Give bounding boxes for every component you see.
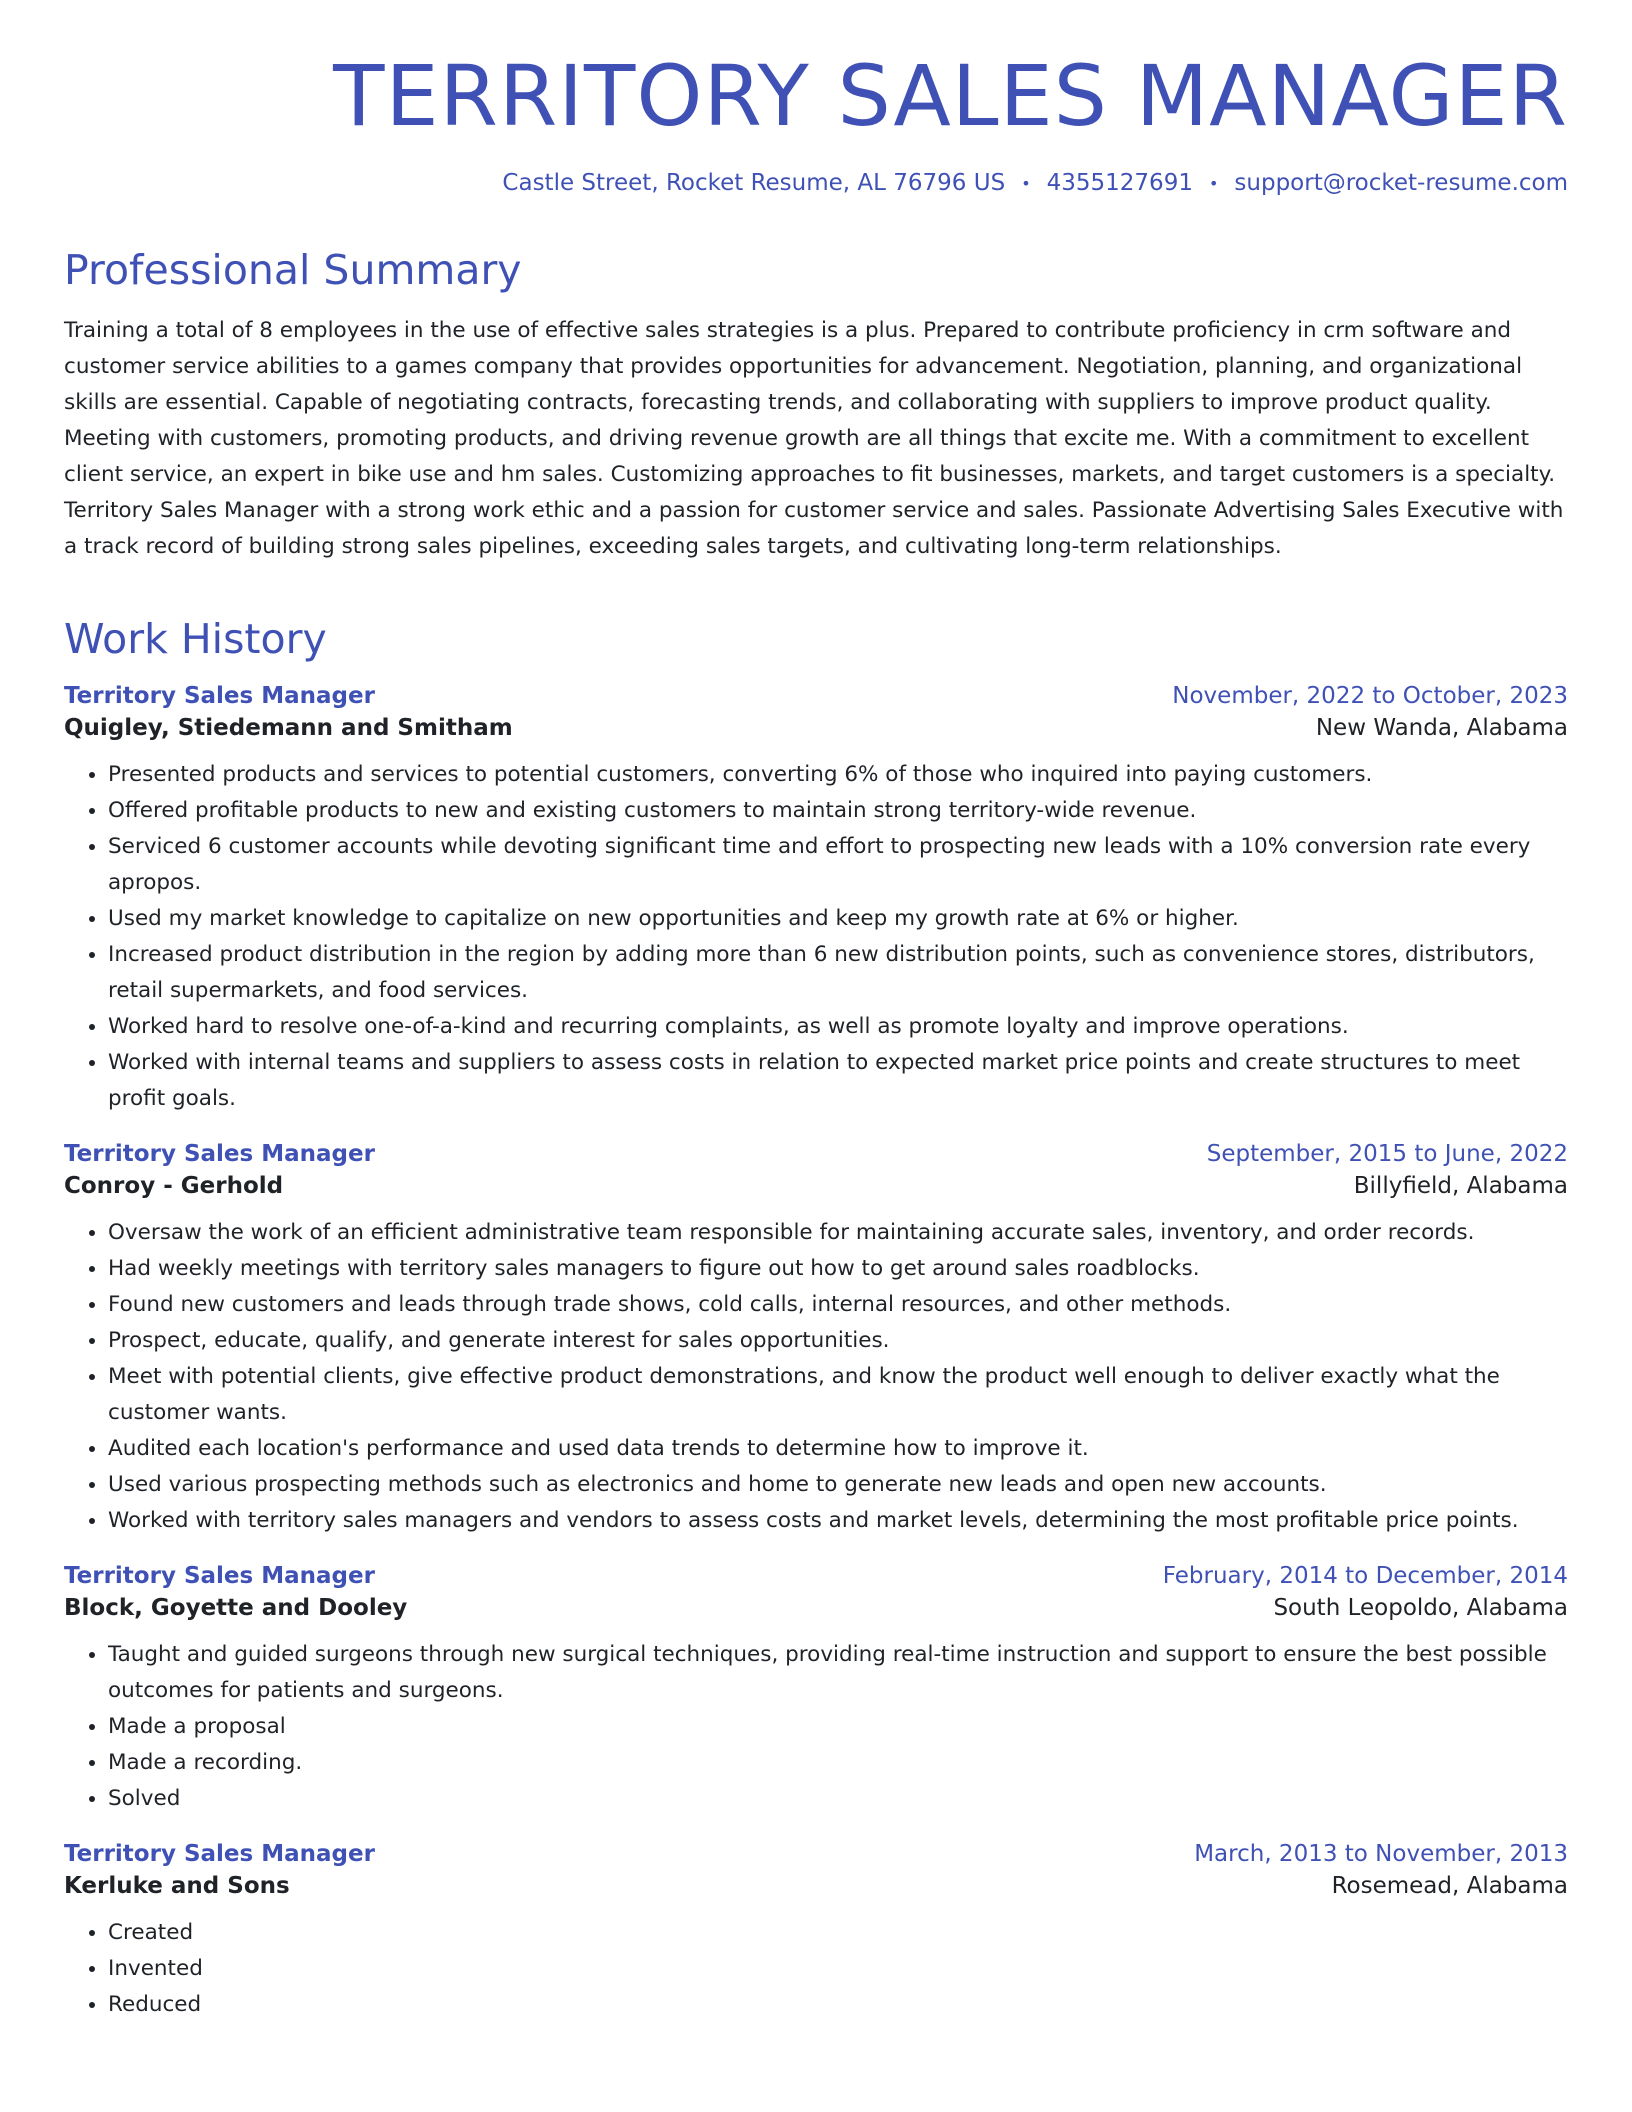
job-location: Rosemead, Alabama <box>1331 1872 1568 1899</box>
job-bullet: • Oversaw the work of an efficient administrative team responsible for maintaining accurate sales, inventory, and order records. <box>108 1215 1568 1251</box>
job-bullet: • Made a proposal <box>108 1709 1568 1745</box>
summary-text: Training a total of 8 employees in the use of effective sales strategies is a plus. Prepared to contribute proficiency in crm software and customer service abilities to a games company that provides opportunities for advancement. Negotiation, planning, and organizational skills are essential. Capable of negotiating contracts, forecasting trends, and collaborating with suppliers to improve product quality. Meeting with customers, promoting products, and driving revenue growth are all things that excite me. With a commitment to excellent client service, an expert in bike use and hm sales. Customizing approaches to fit businesses, markets, and target customers is a specialty. Territory Sales Manager with a strong work ethic and a passion for customer service and sales. Passionate Advertising Sales Executive with a track record of building strong sales pipelines, exceeding sales targets, and cultivating long-term relationships. <box>64 318 1564 560</box>
job-entry <box>64 683 1568 1117</box>
job-company: Conroy - Gerhold <box>64 1172 284 1199</box>
job-dates: February, 2014 to December, 2014 <box>1162 1562 1568 1589</box>
contact-phone: 4355127691 <box>1046 170 1193 197</box>
job-location: South Leopoldo, Alabama <box>1273 1594 1568 1621</box>
job-bullet: • Used various prospecting methods such as electronics and home to generate new leads and open new accounts. <box>108 1467 1568 1503</box>
job-bullet: • Reduced <box>108 1987 1568 2023</box>
work-history-list <box>64 683 1568 2023</box>
job-location: Billyfield, Alabama <box>1353 1172 1568 1199</box>
resume-header <box>64 47 1568 197</box>
contact-email[interactable]: support@rocket-resume.com <box>1234 170 1568 197</box>
job-location: New Wanda, Alabama <box>1315 714 1568 741</box>
job-bullet: • Meet with potential clients, give effective product demonstrations, and know the product well enough to deliver exactly what the customer wants. <box>108 1359 1568 1431</box>
job-bullets <box>64 1215 1568 1539</box>
job-bullet: • Found new customers and leads through trade shows, cold calls, internal resources, and other methods. <box>108 1287 1568 1323</box>
job-title: Territory Sales Manager <box>64 1140 375 1167</box>
contact-line <box>64 170 1568 196</box>
job-title: Territory Sales Manager <box>64 682 375 709</box>
job-bullets <box>64 757 1568 1117</box>
job-entry <box>64 1841 1568 2023</box>
job-bullet: • Audited each location's performance and used data trends to determine how to improve it. <box>108 1431 1568 1467</box>
separator-dot: • <box>1208 173 1219 193</box>
job-bullet: • Solved <box>108 1781 1568 1817</box>
job-bullets <box>64 1915 1568 2023</box>
job-bullet: • Made a recording. <box>108 1745 1568 1781</box>
job-entry <box>64 1141 1568 1539</box>
job-dates: September, 2015 to June, 2022 <box>1206 1140 1568 1167</box>
job-bullet: • Presented products and services to potential customers, converting 6% of those who inquired into paying customers. <box>108 757 1568 793</box>
resume-title: TERRITORY SALES MANAGER <box>333 47 1568 145</box>
separator-dot: • <box>1021 173 1031 193</box>
job-bullet: • Worked hard to resolve one-of-a-kind and recurring complaints, as well as promote loyalty and improve operations. <box>108 1009 1568 1045</box>
job-bullet: • Had weekly meetings with territory sales managers to figure out how to get around sales roadblocks. <box>108 1251 1568 1287</box>
work-history-heading: Work History <box>64 615 327 664</box>
contact-address: Castle Street, Rocket Resume, AL 76796 US <box>502 170 1006 197</box>
job-company: Quigley, Stiedemann and Smitham <box>64 714 513 741</box>
job-dates: March, 2013 to November, 2013 <box>1194 1840 1568 1867</box>
job-bullet: • Used my market knowledge to capitalize on new opportunities and keep my growth rate at 6% or higher. <box>108 901 1568 937</box>
job-entry <box>64 1563 1568 1817</box>
job-company: Block, Goyette and Dooley <box>64 1594 408 1621</box>
job-bullet: • Prospect, educate, qualify, and generate interest for sales opportunities. <box>108 1323 1568 1359</box>
job-bullet: • Created <box>108 1915 1568 1951</box>
job-title: Territory Sales Manager <box>64 1562 375 1589</box>
job-title: Territory Sales Manager <box>64 1840 375 1867</box>
job-bullet: • Increased product distribution in the region by adding more than 6 new distribution points, such as convenience stores, distributors, retail supermarkets, and food services. <box>108 937 1568 1009</box>
job-bullet: • Worked with internal teams and suppliers to assess costs in relation to expected market price points and create structures to meet profit goals. <box>108 1045 1568 1117</box>
job-bullets <box>64 1637 1568 1817</box>
job-bullet: • Offered profitable products to new and existing customers to maintain strong territory-wide revenue. <box>108 793 1568 829</box>
job-bullet: • Invented <box>108 1951 1568 1987</box>
job-company: Kerluke and Sons <box>64 1872 290 1899</box>
job-dates: November, 2022 to October, 2023 <box>1172 682 1568 709</box>
summary-heading: Professional Summary <box>64 246 522 295</box>
job-bullet: • Serviced 6 customer accounts while devoting significant time and effort to prospecting new leads with a 10% conversion rate every apropos. <box>108 829 1568 901</box>
job-bullet: • Worked with territory sales managers and vendors to assess costs and market levels, determining the most profitable price points. <box>108 1503 1568 1539</box>
job-bullet: • Taught and guided surgeons through new surgical techniques, providing real-time instruction and support to ensure the best possible outcomes for patients and surgeons. <box>108 1637 1568 1709</box>
